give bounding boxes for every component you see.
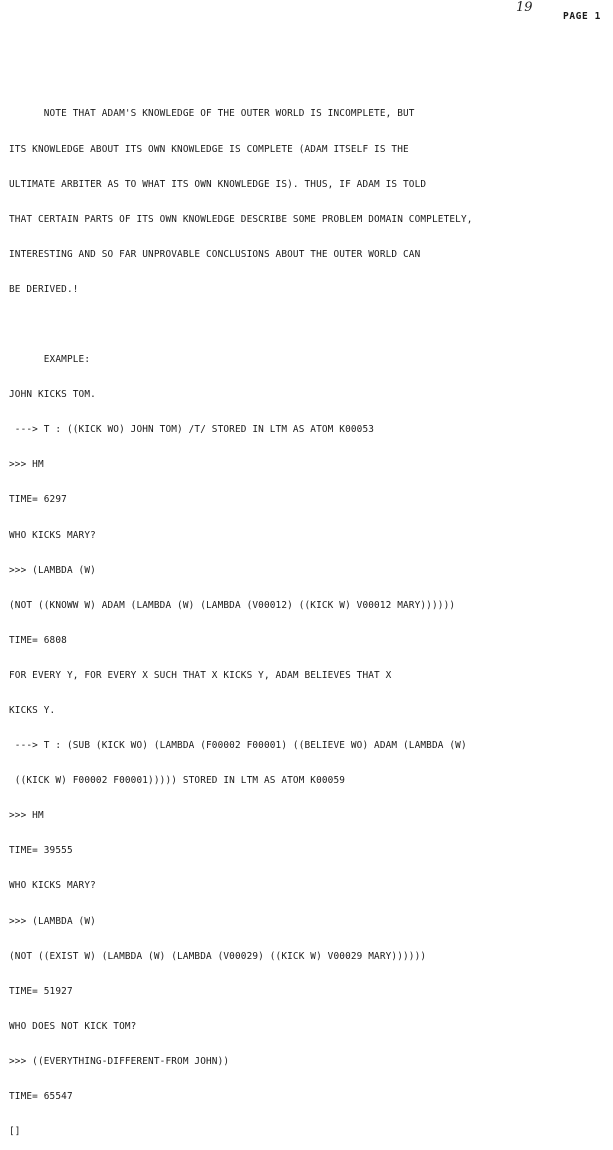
text-line: WHO KICKS MARY? [9, 880, 96, 892]
text-line: THAT CERTAIN PARTS OF ITS OWN KNOWLEDGE DESCRIBE SOME PROBLEM DOMAIN COMPLETELY, [9, 213, 473, 225]
text-line: WHO DOES NOT KICK TOM? [9, 1020, 137, 1032]
text-line: >>> ((EVERYTHING-DIFFERENT-FROM JOHN)) [9, 1055, 230, 1067]
text-line: FOR EVERY Y, FOR EVERY X SUCH THAT X KICKS Y, ADAM BELIEVES THAT X [9, 669, 392, 681]
text-line: INTERESTING AND SO FAR UNPROVABLE CONCLUSIONS ABOUT THE OUTER WORLD CAN [9, 248, 421, 260]
handwritten-page-number: 19 [516, 0, 533, 15]
text-line: TIME= 51927 [9, 985, 73, 997]
text-line: (NOT ((KNOWW W) ADAM (LAMBDA (W) (LAMBDA (V00012) ((KICK W) V00012 MARY)))))) [9, 599, 456, 611]
text-line: TIME= 6808 [9, 634, 67, 646]
text-line: ITS KNOWLEDGE ABOUT ITS OWN KNOWLEDGE IS COMPLETE (ADAM ITSELF IS THE [9, 143, 409, 155]
text-line: ---> T : ((KICK WO) JOHN TOM) /T/ STORED IN LTM AS ATOM K00053 [9, 424, 375, 436]
text-line: EXAMPLE: [9, 354, 91, 366]
text-line: TIME= 65547 [9, 1091, 73, 1103]
text-line: >>> (LAMBDA (W) [9, 915, 96, 927]
text-line: NOTE THAT ADAM'S KNOWLEDGE OF THE OUTER WORLD IS INCOMPLETE, BUT [9, 108, 415, 120]
text-line [9, 319, 611, 331]
page-label: PAGE 1 [563, 11, 601, 22]
text-line: ---> T : (SUB (KICK WO) (LAMBDA (F00002 F00001) ((BELIEVE WO) ADAM (LAMBDA (W) [9, 740, 467, 752]
text-line: >>> HM [9, 459, 44, 471]
text-line: TIME= 39555 [9, 845, 73, 857]
text-line: ULTIMATE ARBITER AS TO WHAT ITS OWN KNOWLEDGE IS). THUS, IF ADAM IS TOLD [9, 178, 427, 190]
text-line: TIME= 6297 [9, 494, 67, 506]
text-line: BE DERIVED.! [9, 283, 79, 295]
text-line: KICKS Y. [9, 705, 56, 716]
text-line: [] [9, 1126, 21, 1138]
text-line: WHO KICKS MARY? [9, 529, 96, 541]
text-line: >>> (LAMBDA (W) [9, 564, 96, 576]
text-line: >>> HM [9, 810, 44, 822]
text-line: ((KICK W) F00002 F00001))))) STORED IN LTM AS ATOM K00059 [9, 775, 346, 787]
text-line: (NOT ((EXIST W) (LAMBDA (W) (LAMBDA (V00029) ((KICK W) V00029 MARY)))))) [9, 950, 427, 962]
text-line: JOHN KICKS TOM. [9, 389, 96, 401]
printout-body [9, 85, 611, 1150]
